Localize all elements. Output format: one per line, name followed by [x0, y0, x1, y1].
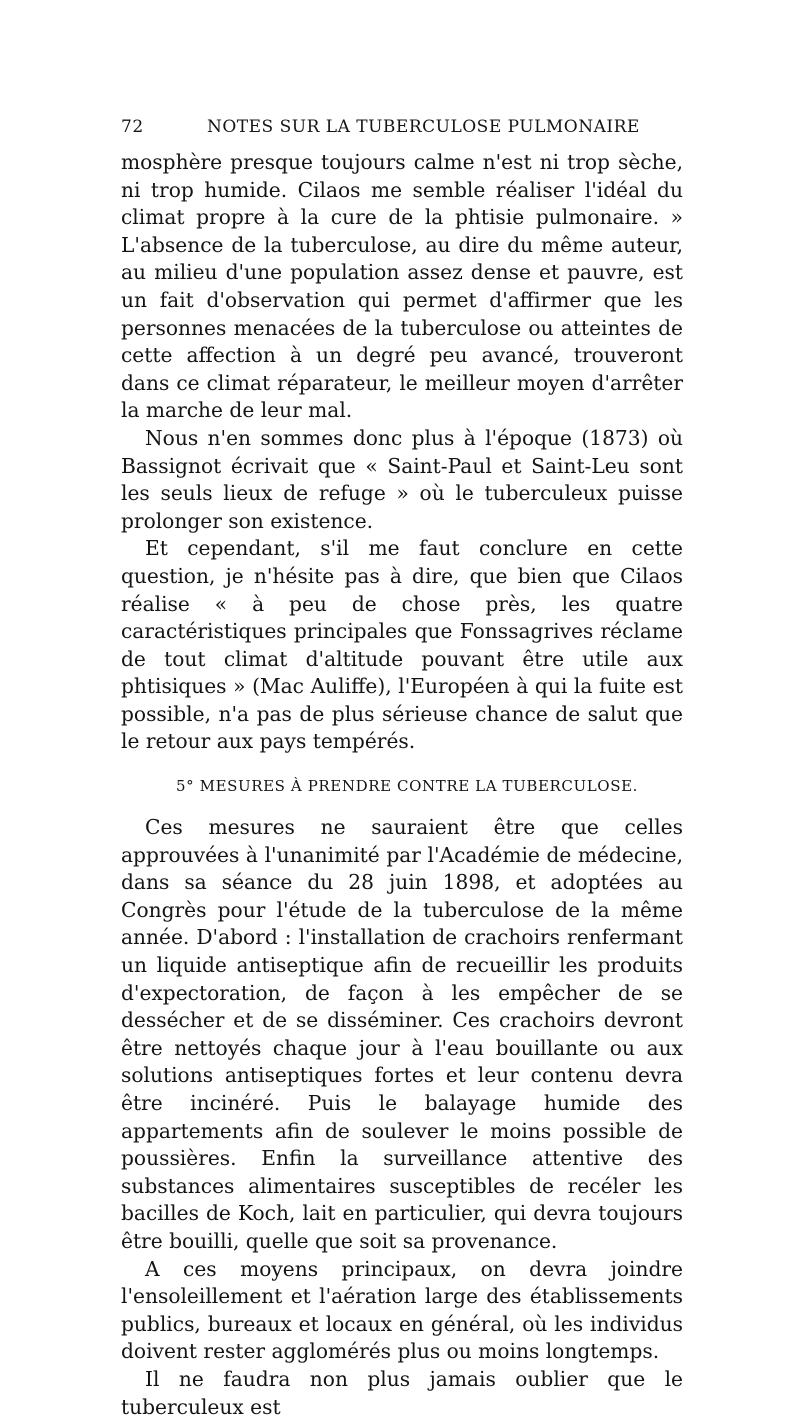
paragraph: A ces moyens principaux, on devra joindre l'ensoleillement et l'aération large des établissements publics, bureaux et locaux en général, où les individus doivent rester agglomérés plus ou moins longtemps.: [121, 1256, 683, 1364]
paragraph: Nous n'en sommes donc plus à l'époque (1873) où Bassignot écrivait que « Saint-Paul et Saint-Leu sont les seuls lieux de refuge » où le tuberculeux puisse prolonger son existence.: [121, 425, 683, 533]
body-text: [121, 149, 683, 1421]
paragraph-continuation: mosphère presque toujours calme n'est ni trop sèche, ni trop humide. Cilaos me semble réaliser l'idéal du climat propre à la cure de la phtisie pulmonaire. » L'absence de la tuberculose, au dire du même auteur, au milieu d'une population assez dense et pauvre, est un fait d'observation qui permet d'affirmer que les personnes menacées de la tuberculose ou atteintes de cette affection à un degré peu avancé, trouveront dans ce climat réparateur, le meilleur moyen d'arrêter la marche de leur mal.: [121, 150, 683, 423]
book-page: [121, 115, 683, 1421]
paragraph: Et cependant, s'il me faut conclure en cette question, je n'hésite pas à dire, que bien que Cilaos réalise « à peu de chose près, les quatre caractéristiques principales que Fonssagrives réclame de tout climat d'altitude pouvant être utile aux phtisiques » (Mac Auliffe), l'Européen à qui la fuite est possible, n'a pas de plus sérieuse chance de salut que le retour aux pays tempérés.: [121, 536, 683, 754]
paragraph: Ces mesures ne sauraient être que celles approuvées à l'unanimité par l'Académie de médecine, dans sa séance du 28 juin 1898, et adoptées au Congrès pour l'étude de la tuberculose de la même année. D'abord : l'installation de crachoirs renfermant un liquide antiseptique afin de recueillir les produits d'expectoration, de façon à les empêcher de se dessécher et de se disséminer. Ces crachoirs devront être nettoyés chaque jour à l'eau bouillante ou aux solutions antiseptiques fortes et leur contenu devra être incinéré. Puis le balayage humide des appartements afin de soulever le moins possible de poussières. Enfin la surveillance attentive des substances alimentaires susceptibles de recéler les bacilles de Koch, lait en particulier, qui devra toujours être bouilli, quelle que soit sa provenance.: [121, 815, 683, 1253]
running-header: [121, 115, 683, 139]
section-heading: 5° MESURES À PRENDRE CONTRE LA TUBERCULOSE.: [176, 777, 638, 796]
running-title: NOTES SUR LA TUBERCULOSE PULMONAIRE: [207, 117, 640, 137]
paragraph: Il ne faudra non plus jamais oublier que le tuberculeux est: [121, 1366, 683, 1419]
page-number: 72: [121, 117, 144, 137]
